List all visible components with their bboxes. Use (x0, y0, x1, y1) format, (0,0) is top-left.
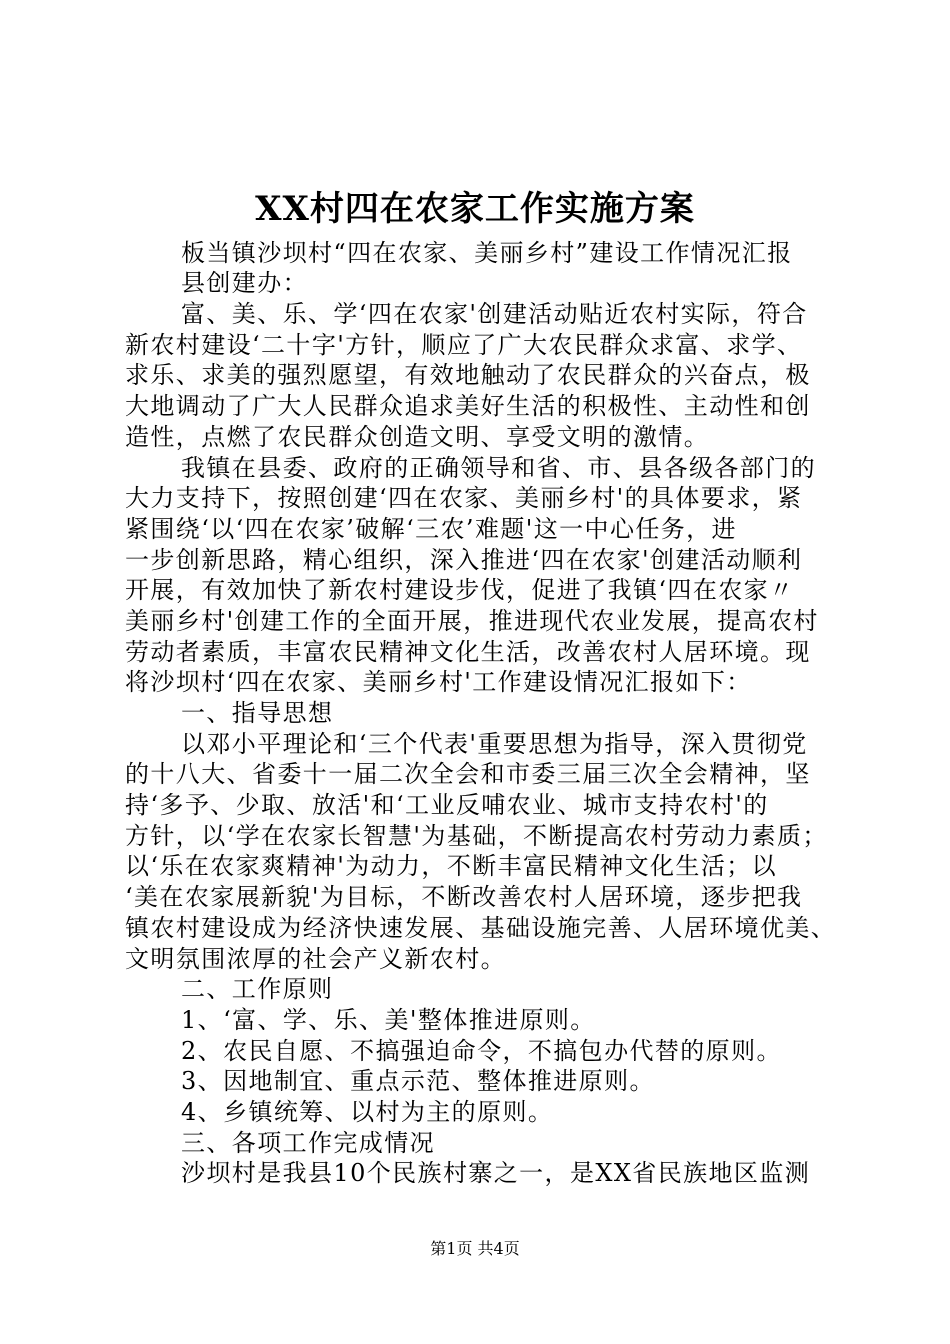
section-heading: 三、各项工作完成情况 (181, 1128, 435, 1157)
paragraph-line: 的十八大、省委十一届二次全会和市委三届三次全会精神，坚 (125, 760, 811, 789)
paragraph-line: 板当镇沙坝村“四在农家、美丽乡村”建设工作情况汇报 (181, 238, 793, 267)
paragraph-line: 开展，有效加快了新农村建设步伐，促进了我镇‘四在农家〃 (125, 576, 795, 605)
paragraph-line: 大力支持下，按照创建‘四在农家、美丽乡村'的具体要求，紧 (125, 484, 803, 513)
paragraph-line: 我镇在县委、政府的正确领导和省、市、县各级各部门的 (181, 453, 816, 482)
page-footer: 第1页 共4页 (430, 1239, 520, 1258)
section-heading: 一、指导思想 (181, 699, 334, 727)
paragraph-line: 沙坝村是我县10个民族村寨之一，是XX省民族地区监测 (181, 1159, 811, 1188)
paragraph-line: 将沙坝村‘四在农家、美丽乡村'工作建设情况汇报如下： (125, 668, 752, 697)
paragraph-line: 以‘乐在农家爽精神'为动力，不断丰富民精神文化生活；以 (125, 852, 778, 881)
paragraph-line: 新农村建设‘二十字'方针，顺应了广大农民群众求富、求学、 (125, 330, 803, 359)
paragraph-line: 以邓小平理论和‘三个代表'重要思想为指导，深入贯彻党 (181, 729, 808, 758)
paragraph-line: 方针，以‘学在农家长智慧'为基础，不断提高农村劳动力素质； (125, 821, 828, 850)
paragraph-line: 一步创新思路，精心组织，深入推进‘四在农家'创建活动顺利 (125, 545, 803, 574)
document-body (125, 207, 845, 1189)
paragraph-line: 文明氛围浓厚的社会产义新农村。 (125, 944, 506, 973)
paragraph-line: 劳动者素质，丰富农民精神文化生活，改善农村人居环境。现 (125, 637, 811, 666)
paragraph-line: 镇农村建设成为经济快速发展、基础设施完善、人居环境优美、 (125, 913, 837, 942)
paragraph-line: 县创建办： (181, 269, 308, 298)
paragraph-line: 持‘多予、少取、放活'和‘工业反哺农业、城市支持农村'的 (125, 791, 769, 820)
list-item: 2、农民自愿、不搞强迫命令，不搞包办代替的原则。 (181, 1036, 782, 1065)
paragraph-line: 大地调动了广大人民群众追求美好生活的积极性、主动性和创 (125, 392, 811, 421)
paragraph-line: 美丽乡村'创建工作的全面开展，推进现代农业发展，提高农村 (125, 606, 819, 635)
list-item: 1、‘富、学、乐、美'整体推进原则。 (181, 1005, 596, 1034)
paragraph-line: 求乐、求美的强烈愿望，有效地触动了农民群众的兴奋点，极 (125, 361, 811, 390)
paragraph-line: 紧围绕‘以‘四在农家’破解‘三农’难题'这一中心任务，进 (125, 514, 737, 543)
list-item: 4、乡镇统筹、以村为主的原则。 (181, 1097, 554, 1126)
section-heading: 二、工作原则 (181, 975, 334, 1004)
list-item: 3、因地制宜、重点示范、整体推进原则。 (181, 1067, 655, 1096)
paragraph-line: 造性，点燃了农民群众创造文明、享受文明的激情。 (125, 422, 710, 451)
paragraph-line: 富、美、乐、学‘四在农家'创建活动贴近农村实际，符合 (181, 300, 808, 329)
paragraph-line: ‘美在农家展新貌'为目标，不断改善农村人居环境，逐步把我 (125, 883, 803, 912)
document-title: XX村四在农家工作实施方案 (255, 189, 695, 229)
